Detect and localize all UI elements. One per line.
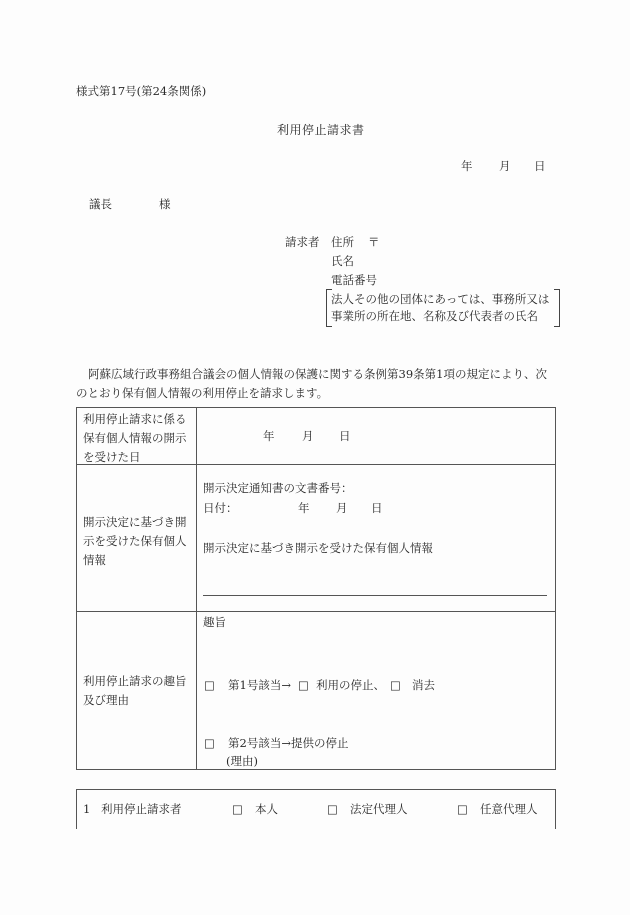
requester-label: 請求者 <box>285 235 320 249</box>
day-label: 日 <box>339 429 351 443</box>
month-label: 月 <box>336 501 348 515</box>
purpose-label: 趣旨 <box>203 615 226 629</box>
option2-label: 第2号該当→提供の停止 <box>228 736 349 750</box>
self-checkbox[interactable]: □ <box>232 802 243 816</box>
month-label: 月 <box>302 429 314 443</box>
stop-use-checkbox[interactable]: □ <box>298 678 309 692</box>
self-label: 本人 <box>255 802 278 816</box>
label-line: 及び理由 <box>83 693 129 707</box>
intro-line2: のとおり保有個人情報の利用停止を請求します。 <box>76 386 329 400</box>
date-year-label: 年 <box>461 159 473 173</box>
addressee-honorific: 様 <box>159 197 171 211</box>
day-label: 日 <box>371 501 383 515</box>
corporate-note-line1: 法人その他の団体にあっては、事務所又は <box>331 292 550 306</box>
label-line: 情報 <box>83 553 106 567</box>
year-label: 年 <box>263 429 275 443</box>
column-divider <box>196 408 197 464</box>
erase-checkbox[interactable]: □ <box>390 678 401 692</box>
label-line: 示を受けた保有個人 <box>83 534 187 548</box>
right-bracket <box>554 289 560 327</box>
requester-type-label: 利用停止請求者 <box>101 802 182 816</box>
section-number: 1 <box>83 802 91 816</box>
column-divider <box>196 612 197 769</box>
option1-label: 第1号該当→ <box>228 678 291 692</box>
stop-use-label: 利用の停止、 <box>316 678 385 692</box>
column-divider <box>196 465 197 611</box>
form-number: 様式第17号(第24条関係) <box>76 84 207 98</box>
row-purpose-reason <box>77 612 555 769</box>
legal-agent-checkbox[interactable]: □ <box>327 802 338 816</box>
intro-paragraph <box>76 365 562 403</box>
corporate-note-bracket <box>326 289 560 325</box>
label-line: 開示決定に基づき開 <box>83 515 187 529</box>
label-line: 保有個人情報の開示 <box>83 431 187 445</box>
address-label: 住所 <box>331 235 354 249</box>
postal-mark: 〒 <box>368 235 380 249</box>
label-line: を受けた日 <box>83 450 141 464</box>
request-table <box>76 407 556 770</box>
row-disclosure-date <box>77 408 555 465</box>
disclosed-info-label <box>83 513 193 570</box>
disclosure-date-label <box>83 410 193 467</box>
option2-checkbox[interactable]: □ <box>204 736 215 750</box>
info-label: 開示決定に基づき開示を受けた保有個人情報 <box>203 541 433 555</box>
document-title: 利用停止請求書 <box>277 123 365 137</box>
disclosure-date-field[interactable] <box>203 408 549 464</box>
row-disclosed-info <box>77 465 555 612</box>
requester-type-section <box>76 789 556 829</box>
purpose-reason-label <box>83 672 193 710</box>
info-input-line[interactable] <box>203 595 547 596</box>
disclosed-info-content <box>203 465 549 611</box>
date-day-label: 日 <box>534 159 546 173</box>
doc-number-label: 開示決定通知書の文書番号： <box>203 481 353 495</box>
legal-agent-label: 法定代理人 <box>350 802 408 816</box>
corporate-note-line2: 事業所の所在地、名称及び代表者の氏名 <box>331 309 538 323</box>
intro-line1: 阿蘇広域行政事務組合議会の個人情報の保護に関する条例第39条第1項の規定により、次 <box>88 367 547 381</box>
year-label: 年 <box>298 501 310 515</box>
name-label: 氏名 <box>331 254 354 268</box>
corporate-note <box>331 291 549 325</box>
purpose-reason-content <box>203 612 549 769</box>
date-month-label: 月 <box>499 159 511 173</box>
addressee-title: 議長 <box>89 197 112 211</box>
reason-label: (理由) <box>226 754 258 768</box>
phone-label: 電話番号 <box>331 273 377 287</box>
erase-label: 消去 <box>412 678 435 692</box>
label-line: 利用停止請求に係る <box>83 412 187 426</box>
voluntary-agent-checkbox[interactable]: □ <box>457 802 468 816</box>
label-line: 利用停止請求の趣旨 <box>83 674 187 688</box>
notice-date-label: 日付： <box>203 501 238 515</box>
voluntary-agent-label: 任意代理人 <box>480 802 538 816</box>
option1-checkbox[interactable]: □ <box>204 678 215 692</box>
